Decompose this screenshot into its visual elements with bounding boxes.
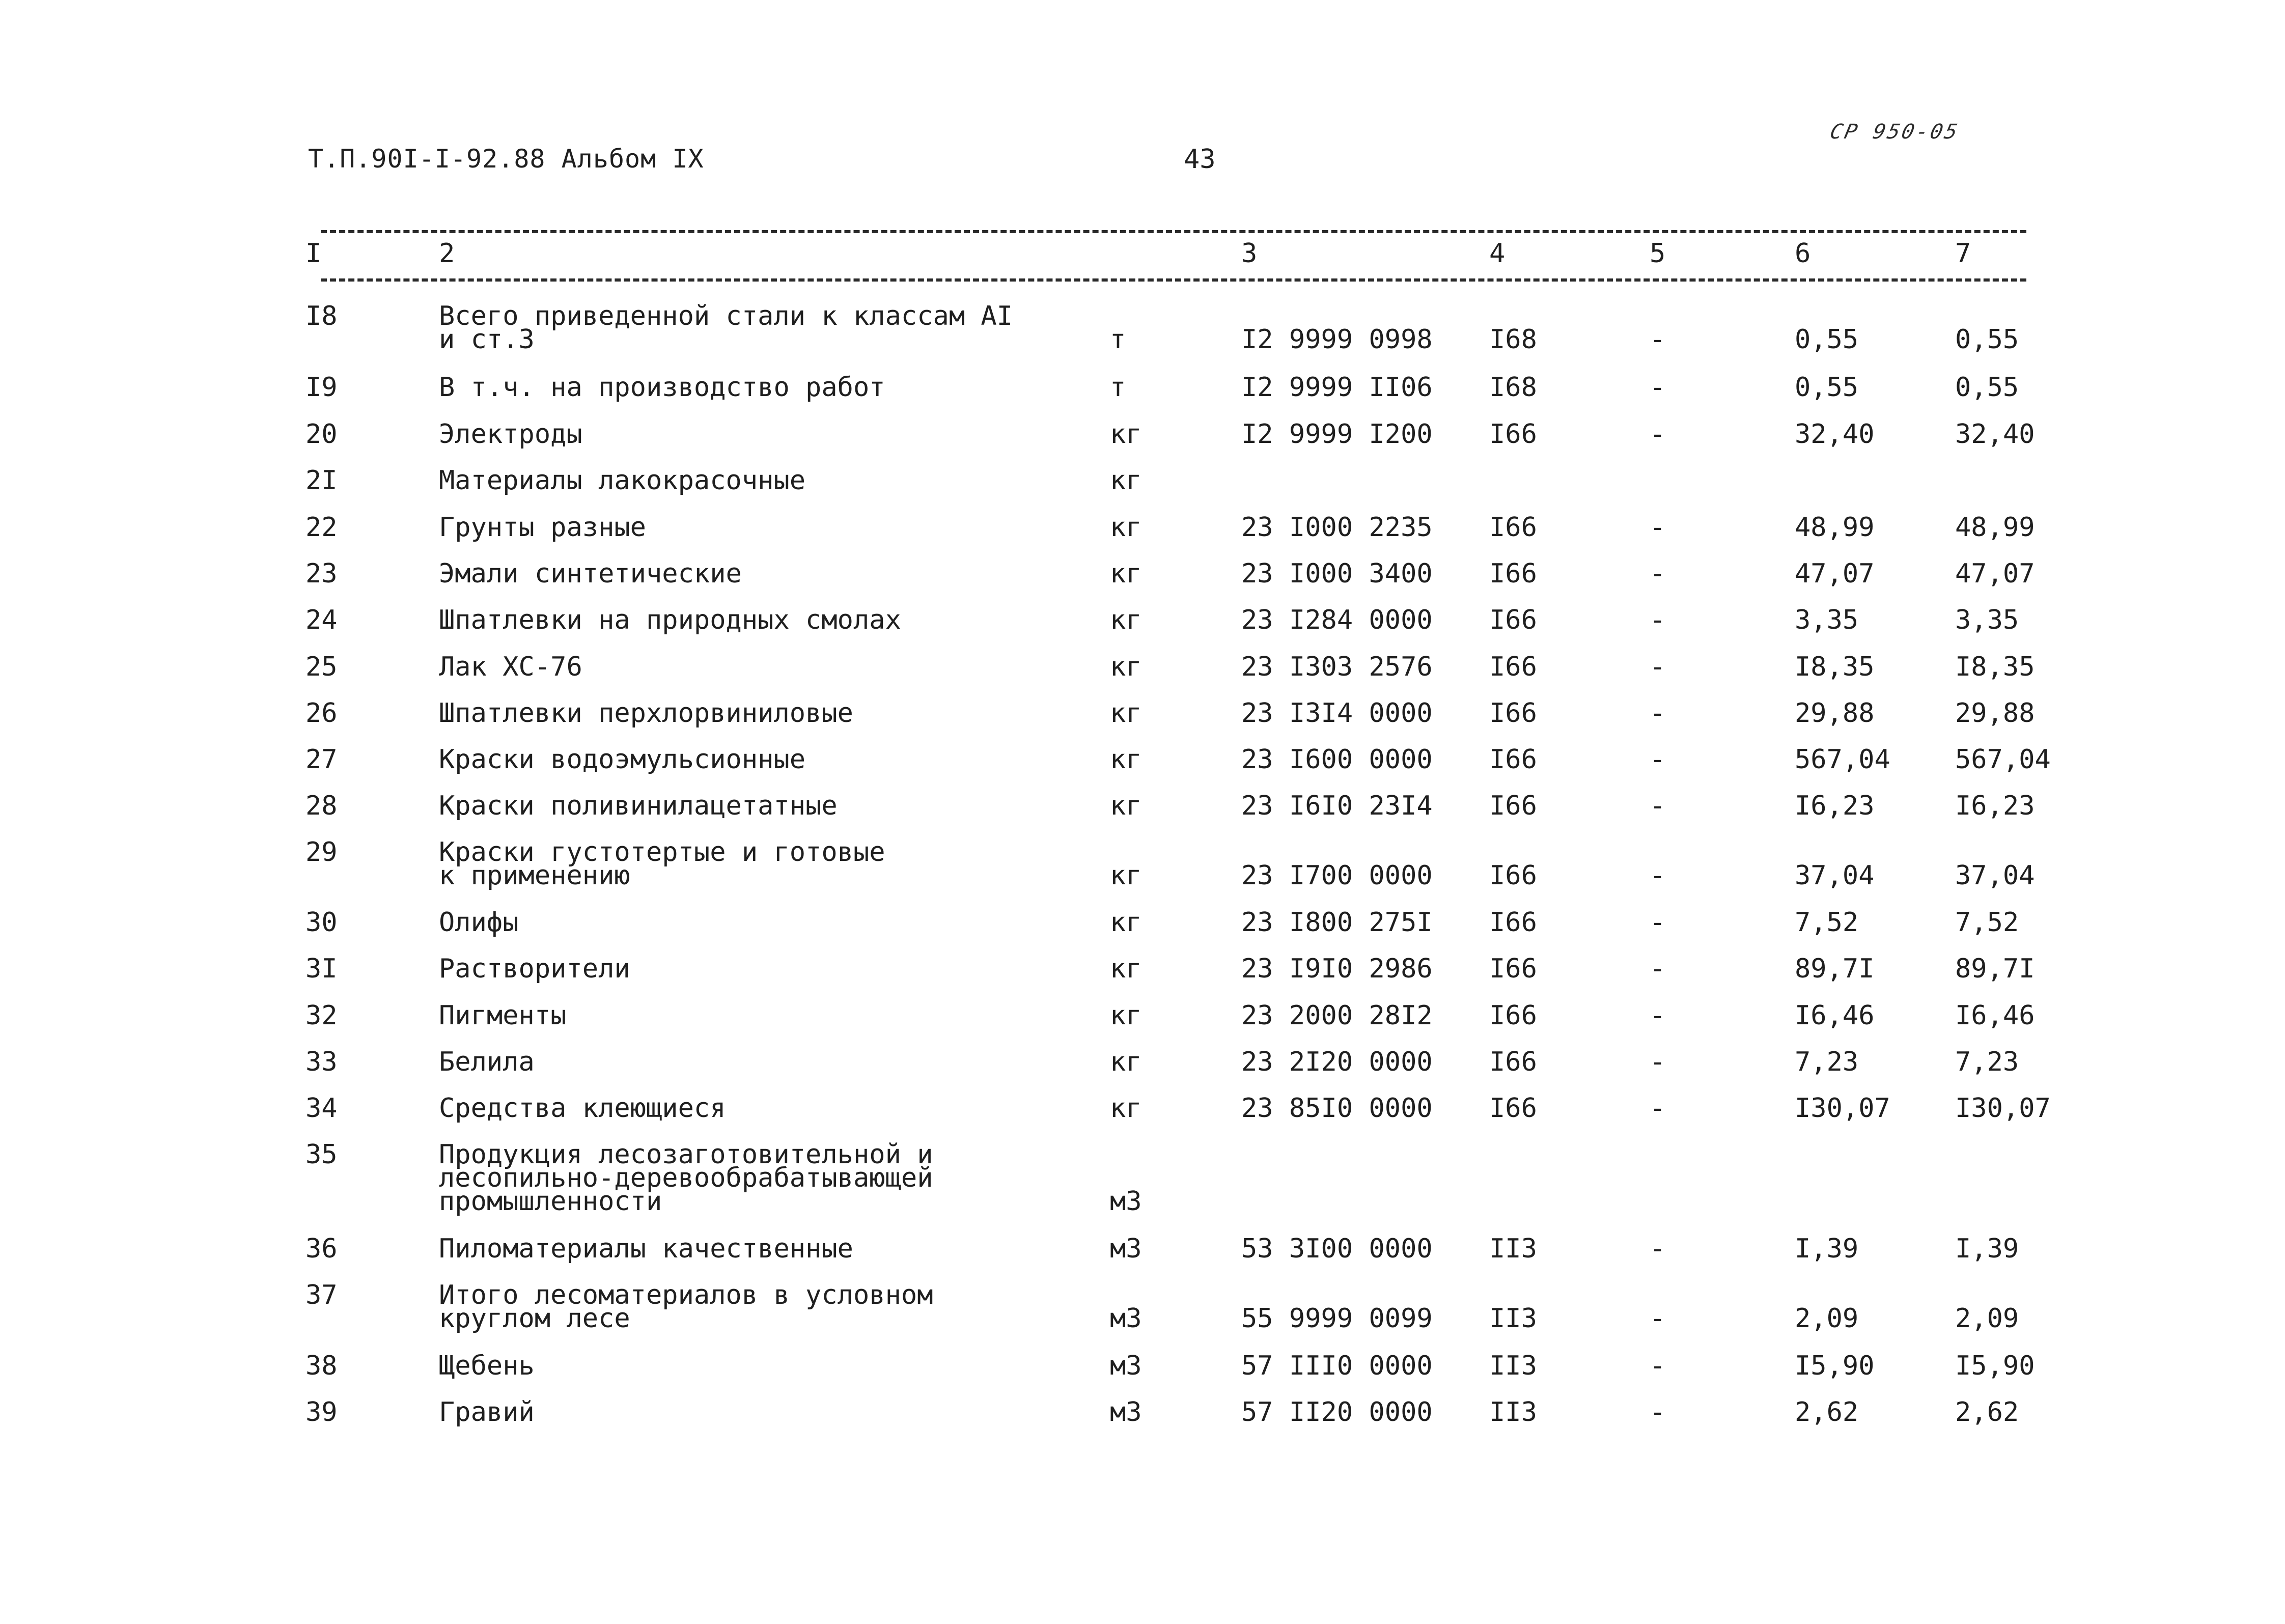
row-col4: I66 [1489, 558, 1537, 589]
row-col5: - [1650, 954, 1666, 984]
row-col6: 7,23 [1795, 1047, 1859, 1077]
row-col7: I30,07 [1955, 1093, 2051, 1124]
row-col5: - [1650, 419, 1666, 450]
row-code: 23 I000 2235 [1241, 512, 1433, 543]
header-top-rule [321, 230, 2026, 233]
row-col5: - [1650, 1047, 1666, 1077]
row-name: В т.ч. на производство работ [439, 372, 885, 403]
row-unit: кг [1110, 907, 1142, 938]
row-col6: 29,88 [1795, 698, 1875, 729]
row-unit: кг [1110, 791, 1142, 821]
column-header-3: 3 [1241, 238, 1258, 269]
row-col4: I66 [1489, 698, 1537, 729]
row-code: 23 I9I0 2986 [1241, 954, 1433, 984]
row-col6: I6,46 [1795, 1000, 1875, 1031]
column-header-1: I [305, 238, 322, 269]
row-unit: кг [1110, 465, 1142, 496]
row-name: Материалы лакокрасочные [439, 465, 806, 496]
row-col7: 0,55 [1955, 324, 2019, 355]
row-name: Краски водоэмульсионные [439, 744, 806, 775]
row-code: 23 I284 0000 [1241, 605, 1433, 635]
row-col6: 3,35 [1795, 605, 1859, 635]
row-col7: 29,88 [1955, 698, 2035, 729]
row-unit: кг [1110, 1047, 1142, 1077]
row-unit: кг [1110, 954, 1142, 984]
row-unit: т [1110, 372, 1126, 403]
row-col5: - [1650, 652, 1666, 682]
row-col4: I66 [1489, 791, 1537, 821]
column-header-7: 7 [1955, 238, 1971, 269]
column-header-2: 2 [439, 238, 455, 269]
row-col7: 89,7I [1955, 954, 2035, 984]
row-unit: кг [1110, 698, 1142, 729]
row-col5: - [1650, 372, 1666, 403]
row-col4: I66 [1489, 512, 1537, 543]
row-col4: I66 [1489, 605, 1537, 635]
row-unit: кг [1110, 419, 1142, 450]
row-name: Гравий [439, 1397, 535, 1427]
row-number: 30 [305, 907, 338, 938]
row-code: 23 I000 3400 [1241, 558, 1433, 589]
row-number: 26 [305, 698, 338, 729]
row-col6: I5,90 [1795, 1351, 1875, 1381]
row-number: I9 [305, 372, 338, 403]
row-col6: 2,09 [1795, 1303, 1859, 1334]
row-number: 36 [305, 1234, 338, 1264]
row-col7: 2,62 [1955, 1397, 2019, 1427]
row-name: Пиломатериалы качественные [439, 1234, 853, 1264]
row-col6: 567,04 [1795, 744, 1890, 775]
row-unit: м3 [1110, 1234, 1142, 1264]
row-col5: - [1650, 1093, 1666, 1124]
row-number: 22 [305, 512, 338, 543]
row-col6: 32,40 [1795, 419, 1875, 450]
row-col5: - [1650, 1397, 1666, 1427]
row-name: Белила [439, 1047, 535, 1077]
row-number: 39 [305, 1397, 338, 1427]
row-col5: - [1650, 324, 1666, 355]
row-number: 32 [305, 1000, 338, 1031]
row-code: 23 I700 0000 [1241, 860, 1433, 891]
row-name: Продукция лесозаготовительной и лесопильно-деревообрабатывающей промышленности [439, 1139, 933, 1217]
row-col7: 3,35 [1955, 605, 2019, 635]
row-code: I2 9999 II06 [1241, 372, 1433, 403]
row-col7: 37,04 [1955, 860, 2035, 891]
row-col6: I30,07 [1795, 1093, 1890, 1124]
row-name: Краски густотертые и готовые к применению [439, 837, 885, 891]
row-col7: I6,46 [1955, 1000, 2035, 1031]
row-col6: 0,55 [1795, 324, 1859, 355]
row-col4: I66 [1489, 954, 1537, 984]
row-col7: 7,23 [1955, 1047, 2019, 1077]
row-name: Грунты разные [439, 512, 646, 543]
column-header-6: 6 [1795, 238, 1811, 269]
row-col5: - [1650, 558, 1666, 589]
row-name: Олифы [439, 907, 519, 938]
row-code: 57 III0 0000 [1241, 1351, 1433, 1381]
row-col5: - [1650, 1351, 1666, 1381]
row-col6: 0,55 [1795, 372, 1859, 403]
row-col7: 32,40 [1955, 419, 2035, 450]
column-header-4: 4 [1489, 238, 1506, 269]
row-unit: кг [1110, 512, 1142, 543]
row-code: 23 I600 0000 [1241, 744, 1433, 775]
row-col4: I68 [1489, 372, 1537, 403]
row-col7: I,39 [1955, 1234, 2019, 1264]
row-name: Эмали синтетические [439, 558, 742, 589]
row-col6: 37,04 [1795, 860, 1875, 891]
row-col7: 7,52 [1955, 907, 2019, 938]
row-col4: I66 [1489, 860, 1537, 891]
row-code: 23 2000 28I2 [1241, 1000, 1433, 1031]
row-number: 34 [305, 1093, 338, 1124]
row-name: Шпатлевки на природных смолах [439, 605, 901, 635]
row-col7: I8,35 [1955, 652, 2035, 682]
row-number: 2I [305, 465, 338, 496]
row-col7: 0,55 [1955, 372, 2019, 403]
row-name: Шпатлевки перхлорвиниловые [439, 698, 853, 729]
row-unit: кг [1110, 860, 1142, 891]
row-number: 28 [305, 791, 338, 821]
row-col6: 2,62 [1795, 1397, 1859, 1427]
row-unit: т [1110, 324, 1126, 355]
row-col7: I6,23 [1955, 791, 2035, 821]
row-unit: кг [1110, 558, 1142, 589]
row-name: Лак ХС-76 [439, 652, 582, 682]
row-col4: II3 [1489, 1397, 1537, 1427]
row-col5: - [1650, 698, 1666, 729]
row-code: 53 3I00 0000 [1241, 1234, 1433, 1264]
row-col5: - [1650, 744, 1666, 775]
row-number: 38 [305, 1351, 338, 1381]
row-col7: 47,07 [1955, 558, 2035, 589]
row-col4: I66 [1489, 1047, 1537, 1077]
row-code: 23 I6I0 23I4 [1241, 791, 1433, 821]
row-number: 29 [305, 837, 338, 867]
row-number: 3I [305, 954, 338, 984]
row-col6: 89,7I [1795, 954, 1875, 984]
row-col7: I5,90 [1955, 1351, 2035, 1381]
handwritten-stamp: СР 950-05 [1828, 120, 1962, 144]
row-code: 23 I303 2576 [1241, 652, 1433, 682]
row-col4: I66 [1489, 419, 1537, 450]
row-col4: I66 [1489, 652, 1537, 682]
row-unit: м3 [1110, 1351, 1142, 1381]
row-name: Пигменты [439, 1000, 567, 1031]
row-number: 20 [305, 419, 338, 450]
row-code: 23 85I0 0000 [1241, 1093, 1433, 1124]
row-col4: II3 [1489, 1351, 1537, 1381]
row-col7: 48,99 [1955, 512, 2035, 543]
row-name: Щебень [439, 1351, 535, 1381]
row-name: Краски поливинилацетатные [439, 791, 838, 821]
row-number: 25 [305, 652, 338, 682]
row-col5: - [1650, 1234, 1666, 1264]
row-number: 35 [305, 1139, 338, 1170]
row-number: 33 [305, 1047, 338, 1077]
row-unit: кг [1110, 605, 1142, 635]
column-header-5: 5 [1650, 238, 1666, 269]
row-col4: I66 [1489, 744, 1537, 775]
header-bottom-rule [321, 278, 2026, 282]
row-col7: 2,09 [1955, 1303, 2019, 1334]
row-name: Итого лесоматериалов в условном круглом лесе [439, 1280, 933, 1334]
row-unit: м3 [1110, 1303, 1142, 1334]
row-unit: кг [1110, 652, 1142, 682]
row-number: 37 [305, 1280, 338, 1310]
row-name: Средства клеющиеся [439, 1093, 726, 1124]
row-col6: 48,99 [1795, 512, 1875, 543]
row-col6: 7,52 [1795, 907, 1859, 938]
row-unit: кг [1110, 744, 1142, 775]
row-col5: - [1650, 791, 1666, 821]
row-number: 24 [305, 605, 338, 635]
row-col5: - [1650, 1000, 1666, 1031]
document-reference: Т.П.90I-I-92.88 Альбом IX [308, 144, 704, 174]
row-number: I8 [305, 301, 338, 331]
row-name: Электроды [439, 419, 582, 450]
row-code: 23 I3I4 0000 [1241, 698, 1433, 729]
row-code: I2 9999 0998 [1241, 324, 1433, 355]
row-col4: II3 [1489, 1234, 1537, 1264]
row-col6: I,39 [1795, 1234, 1859, 1264]
row-col5: - [1650, 1303, 1666, 1334]
row-number: 23 [305, 558, 338, 589]
row-col4: II3 [1489, 1303, 1537, 1334]
page-number: 43 [1184, 144, 1216, 175]
row-col7: 567,04 [1955, 744, 2051, 775]
row-col5: - [1650, 512, 1666, 543]
row-col6: I6,23 [1795, 791, 1875, 821]
row-code: I2 9999 I200 [1241, 419, 1433, 450]
row-unit: м3 [1110, 1186, 1142, 1217]
row-number: 27 [305, 744, 338, 775]
row-code: 57 II20 0000 [1241, 1397, 1433, 1427]
row-code: 23 2I20 0000 [1241, 1047, 1433, 1077]
row-col5: - [1650, 860, 1666, 891]
row-col6: 47,07 [1795, 558, 1875, 589]
row-col6: I8,35 [1795, 652, 1875, 682]
row-name: Всего приведенной стали к классам AI и ст.3 [439, 301, 1013, 355]
row-code: 23 I800 275I [1241, 907, 1433, 938]
row-col5: - [1650, 907, 1666, 938]
row-code: 55 9999 0099 [1241, 1303, 1433, 1334]
row-unit: кг [1110, 1000, 1142, 1031]
row-col4: I68 [1489, 324, 1537, 355]
row-col4: I66 [1489, 1093, 1537, 1124]
row-col5: - [1650, 605, 1666, 635]
row-col4: I66 [1489, 1000, 1537, 1031]
row-unit: м3 [1110, 1397, 1142, 1427]
row-col4: I66 [1489, 907, 1537, 938]
row-unit: кг [1110, 1093, 1142, 1124]
row-name: Растворители [439, 954, 630, 984]
